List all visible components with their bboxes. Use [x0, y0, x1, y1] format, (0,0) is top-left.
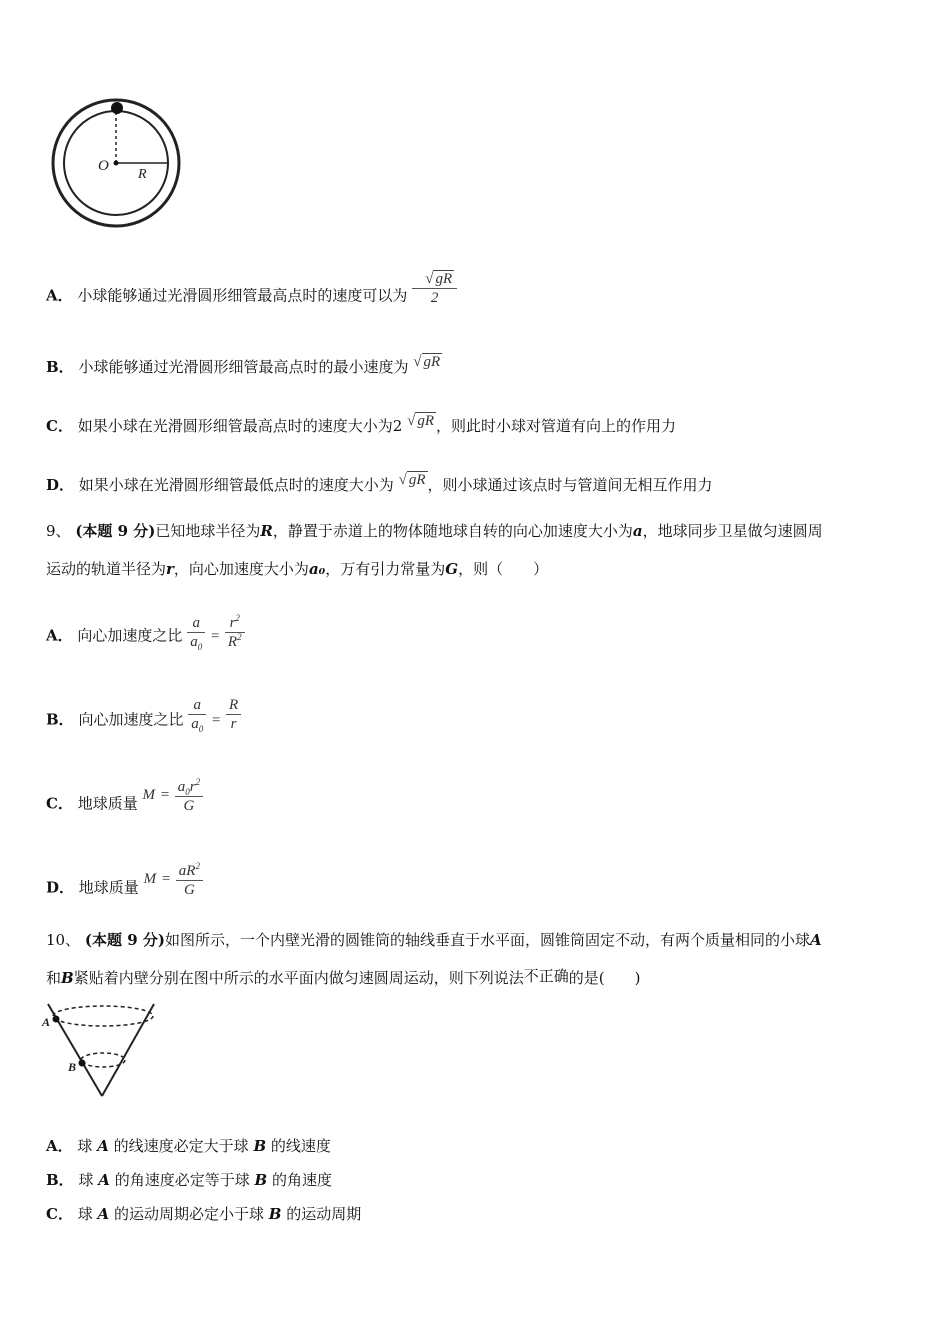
stem-text: ，地球同步卫星做匀速圆周: [642, 522, 823, 540]
var-M: M: [142, 786, 156, 803]
q8-option-d: [46, 472, 713, 496]
fraction-r2-over-R2: $\frac{r^2}{R^2}$: [225, 614, 245, 651]
var-A: A: [809, 931, 822, 949]
center-point: [114, 161, 119, 166]
option-text: 的角速度: [271, 1171, 332, 1189]
stem-text: ，万有引力常量为: [325, 560, 446, 578]
option-letter: D．: [46, 878, 75, 897]
coefficient: 2: [392, 417, 403, 435]
ball-a: [53, 1016, 60, 1023]
orbit-a-ellipse: [53, 1006, 153, 1026]
var-R: R: [260, 522, 273, 540]
option-text: 向心加速度之比: [78, 710, 184, 729]
q10-option-a: [46, 1136, 331, 1156]
question-score: (本题 9 分): [75, 522, 156, 540]
option-text: 小球能够通过光滑圆形细管最高点时的最小速度为: [78, 358, 409, 376]
option-text-tail: ，则小球通过该点时与管道间无相互作用力: [427, 476, 713, 494]
option-text-tail: ，则此时小球对管道有向上的作用力: [435, 417, 676, 435]
circular-tube-figure: [48, 98, 188, 228]
var-G: G: [445, 560, 459, 578]
question-number: 10、: [46, 931, 81, 949]
q10-option-c: [46, 1204, 361, 1224]
stem-text: 和: [46, 969, 62, 987]
fraction-R-over-r: $\frac{R}{r}$: [226, 696, 241, 733]
fraction-denominator: 2: [430, 290, 439, 306]
option-text: 地球质量: [78, 878, 139, 897]
option-letter: C．: [46, 417, 73, 435]
var-r: r: [166, 560, 174, 578]
stem-text: 已知地球半径为: [155, 522, 261, 540]
option-text: 的线速度必定大于球: [113, 1137, 249, 1155]
label-b: B: [68, 1060, 77, 1074]
var-A: A: [98, 1171, 110, 1189]
option-letter: B．: [46, 1171, 74, 1189]
stem-text: 的是( ): [568, 969, 641, 987]
q9-option-d: [46, 861, 203, 907]
q9-option-c: [46, 777, 203, 823]
q10-stem-line-2: [46, 968, 640, 988]
option-text: 球: [78, 1171, 94, 1189]
option-text: 的角速度必定等于球: [114, 1171, 250, 1189]
fraction-a0r2-over-G: $\frac{a_0r^2}{G}$: [175, 778, 203, 815]
q9-option-a: [46, 613, 245, 655]
emphasis-text: 不正确: [523, 967, 569, 985]
option-letter: A．: [46, 1137, 73, 1155]
fraction-a-over-a0: $\frac{a}{a_0}$: [187, 614, 205, 651]
stem-text: 如图所示，一个内壁光滑的圆锥筒的轴线垂直于水平面，圆锥筒固定不动，有两个质量相同的小球: [164, 931, 810, 949]
q8-option-b: [46, 354, 442, 378]
option-text: 的运动周期: [286, 1205, 362, 1223]
option-letter: C．: [46, 794, 73, 813]
stem-text: ，则（ ）: [458, 560, 549, 578]
option-letter: B．: [46, 710, 74, 729]
option-letter: A．: [46, 286, 73, 305]
option-text: 向心加速度之比: [77, 626, 183, 645]
var-B: B: [254, 1171, 268, 1189]
stem-text: ，向心加速度大小为: [173, 560, 309, 578]
option-letter: D．: [46, 476, 75, 494]
orbit-b-ellipse: [81, 1053, 125, 1067]
var-M: M: [143, 870, 157, 887]
ball-b: [79, 1060, 86, 1067]
question-number: 9、: [46, 522, 71, 540]
option-text: 如果小球在光滑圆形细管最高点时的速度大小为: [77, 417, 393, 435]
var-B: B: [253, 1137, 267, 1155]
center-label: O: [98, 158, 109, 174]
cone-figure: [40, 1000, 160, 1100]
sqrt-expression: √ gR: [398, 472, 426, 488]
q9-stem-line-2: [46, 559, 548, 579]
equals-sign: =: [160, 870, 171, 887]
sqrt-symbol: √ gR: [425, 271, 453, 287]
option-text: 如果小球在光滑圆形细管最低点时的速度大小为: [78, 476, 394, 494]
sqrt-content: gR: [435, 271, 453, 287]
q10-option-b: [46, 1170, 332, 1190]
var-A: A: [97, 1137, 109, 1155]
option-text: 小球能够通过光滑圆形细管最高点时的速度可以为: [77, 286, 408, 305]
equals-sign: =: [159, 786, 170, 803]
stem-text: 运动的轨道半径为: [46, 560, 167, 578]
var-A: A: [97, 1205, 110, 1223]
fraction-sqrt-gr-over-2: [412, 270, 457, 307]
equals-sign: =: [211, 712, 222, 729]
stem-text: ，静置于赤道上的物体随地球自转的向心加速度大小为: [272, 522, 633, 540]
option-text: 的运动周期必定小于球: [113, 1205, 264, 1223]
sqrt-expression: √ gR: [407, 413, 434, 429]
option-text: 的线速度: [270, 1137, 331, 1155]
var-B: B: [61, 969, 74, 987]
var-B: B: [268, 1205, 282, 1223]
stem-text: 紧贴着内壁分别在图中所示的水平面内做匀速圆周运动，则下列说法: [73, 969, 524, 987]
label-a: A: [42, 1015, 51, 1029]
q9-option-b: [46, 697, 241, 739]
option-letter: B．: [46, 358, 74, 376]
radius-label: R: [138, 167, 147, 182]
option-letter: A．: [46, 626, 73, 645]
option-letter: C．: [46, 1205, 73, 1223]
q8-option-c: [46, 413, 676, 437]
var-a0: a₀: [308, 560, 326, 578]
q8-option-a: [46, 271, 457, 315]
q9-stem-line-1: [46, 521, 823, 541]
q10-stem-line-1: [46, 930, 822, 950]
var-a: a: [632, 522, 643, 540]
fraction-aR2-over-G: $\frac{aR^2}{G}$: [176, 862, 203, 899]
ball-top: [111, 102, 123, 114]
question-score: (本题 9 分): [84, 931, 165, 949]
option-text: 球: [77, 1205, 93, 1223]
equals-sign: =: [210, 628, 221, 645]
option-text: 地球质量: [77, 794, 138, 813]
fraction-a-over-a0: $\frac{a}{a_0}$: [188, 696, 206, 733]
cone-right-wall: [102, 1004, 154, 1096]
sqrt-expression: √ gR: [413, 354, 441, 370]
option-text: 球: [77, 1137, 93, 1155]
